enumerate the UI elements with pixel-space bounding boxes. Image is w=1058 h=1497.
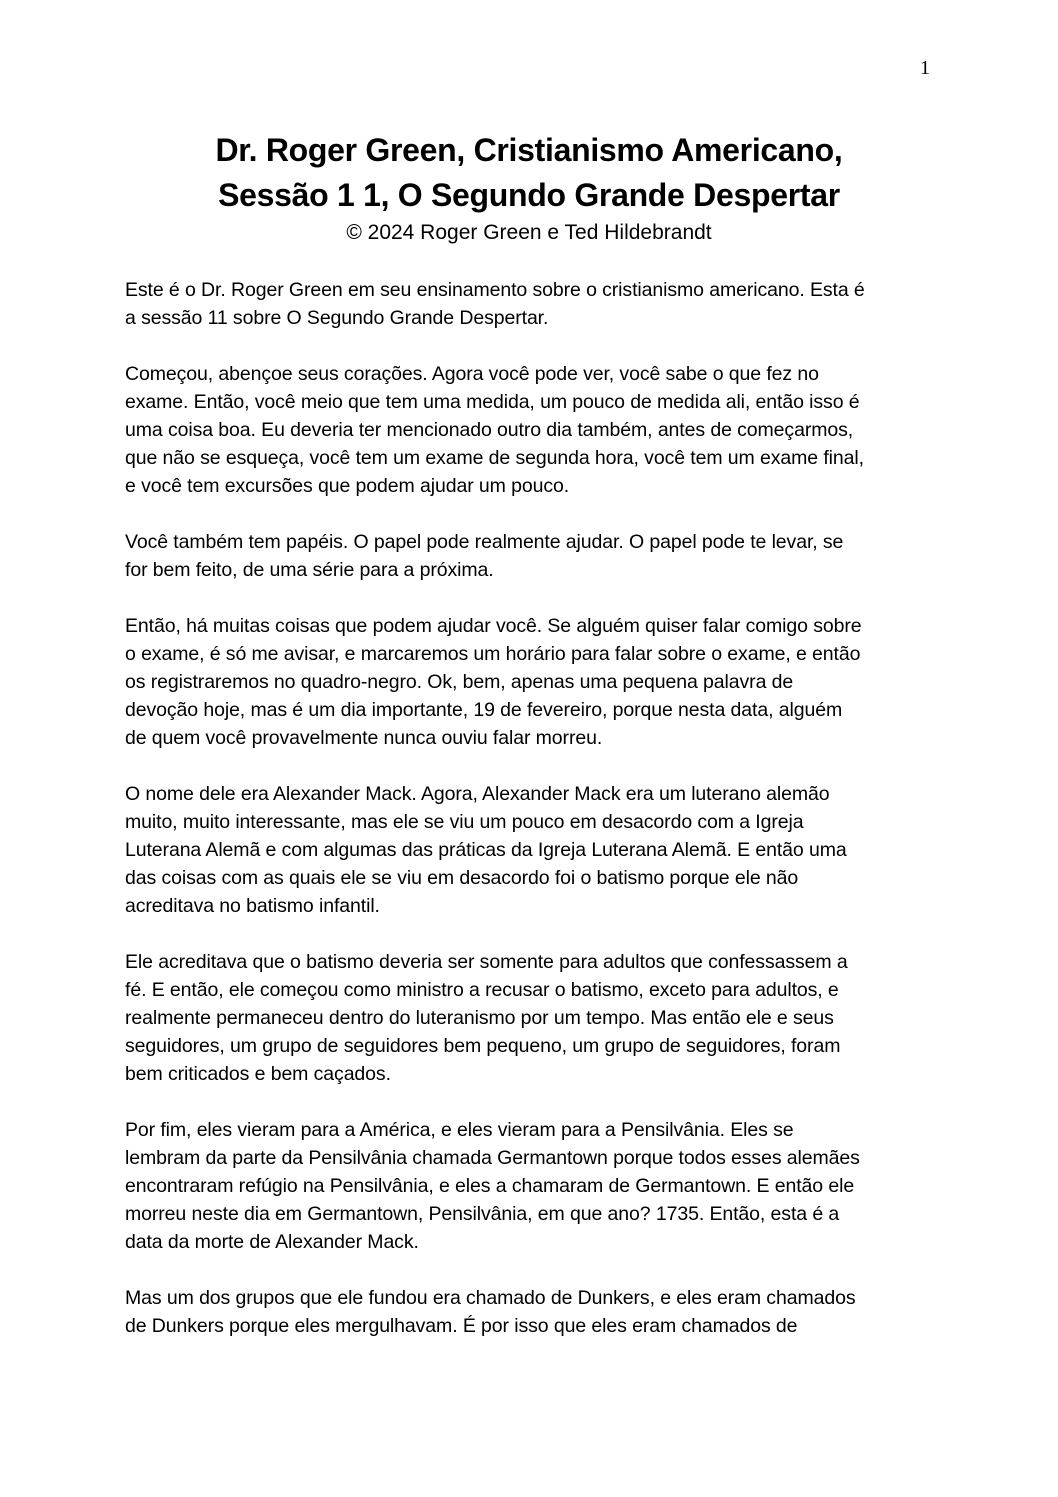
title-line-1: Dr. Roger Green, Cristianismo Americano, [215,132,843,168]
text-line: Por fim, eles vieram para a América, e eles vieram para a Pensilvânia. Eles se [125,1119,794,1141]
paragraph [125,612,933,752]
text-line: de quem você provavelmente nunca ouviu falar morreu. [125,727,603,749]
text-line: data da morte de Alexander Mack. [125,1231,419,1253]
paragraph [125,528,933,584]
text-line: de Dunkers porque eles mergulhavam. É por isso que eles eram chamados de [125,1315,798,1337]
text-line: fé. E então, ele começou como ministro a recusar o batismo, exceto para adultos, e [125,979,839,1001]
text-line: bem criticados e bem caçados. [125,1063,391,1085]
text-line: Ele acreditava que o batismo deveria ser somente para adultos que confessassem a [125,951,848,973]
text-line: os registraremos no quadro-negro. Ok, bem, apenas uma pequena palavra de [125,671,794,693]
text-line: Então, há muitas coisas que podem ajudar você. Se alguém quiser falar comigo sobre [125,615,862,637]
document-header [0,128,1058,248]
text-line: exame. Então, você meio que tem uma medida, um pouco de medida ali, então isso é [125,391,860,413]
text-line: realmente permaneceu dentro do luteranismo por um tempo. Mas então ele e seus [125,1007,834,1029]
page-number: 1 [920,57,930,79]
text-line: Luterana Alemã e com algumas das práticas da Igreja Luterana Alemã. E então uma [125,839,847,861]
text-line: devoção hoje, mas é um dia importante, 19 de fevereiro, porque nesta data, alguém [125,699,843,721]
paragraph [125,1116,933,1256]
text-line: o exame, é só me avisar, e marcaremos um horário para falar sobre o exame, e então [125,643,861,665]
text-line: encontraram refúgio na Pensilvânia, e eles a chamaram de Germantown. E então ele [125,1175,855,1197]
text-line: Mas um dos grupos que ele fundou era chamado de Dunkers, e eles eram chamados [125,1287,856,1309]
text-line: Este é o Dr. Roger Green em seu ensinamento sobre o cristianismo americano. Esta é [125,279,865,301]
text-line: que não se esqueça, você tem um exame de segunda hora, você tem um exame final, [125,447,864,469]
text-line: for bem feito, de uma série para a próxima. [125,559,494,581]
text-line: das coisas com as quais ele se viu em desacordo foi o batismo porque ele não [125,867,799,889]
text-line: Começou, abençoe seus corações. Agora você pode ver, você sabe o que fez no [125,363,819,385]
text-line: seguidores, um grupo de seguidores bem pequeno, um grupo de seguidores, foram [125,1035,841,1057]
text-line: e você tem excursões que podem ajudar um pouco. [125,475,570,497]
document-title [0,128,1058,218]
paragraph [125,360,933,500]
text-line: morreu neste dia em Germantown, Pensilvânia, em que ano? 1735. Então, esta é a [125,1203,840,1225]
title-line-2: Sessão 1 1, O Segundo Grande Despertar [218,177,840,213]
document-body [125,276,933,1368]
paragraph [125,948,933,1088]
text-line: a sessão 11 sobre O Segundo Grande Despertar. [125,307,549,329]
paragraph [125,276,933,332]
paragraph [125,1284,933,1340]
text-line: muito, muito interessante, mas ele se viu um pouco em desacordo com a Igreja [125,811,804,833]
text-line: acreditava no batismo infantil. [125,895,380,917]
text-line: O nome dele era Alexander Mack. Agora, Alexander Mack era um luterano alemão [125,783,830,805]
copyright-line: © 2024 Roger Green e Ted Hildebrandt [346,221,712,244]
text-line: uma coisa boa. Eu deveria ter mencionado outro dia também, antes de começarmos, [125,419,854,441]
text-line: Você também tem papéis. O papel pode realmente ajudar. O papel pode te levar, se [125,531,844,553]
paragraph [125,780,933,920]
text-line: lembram da parte da Pensilvânia chamada Germantown porque todos esses alemães [125,1147,860,1169]
